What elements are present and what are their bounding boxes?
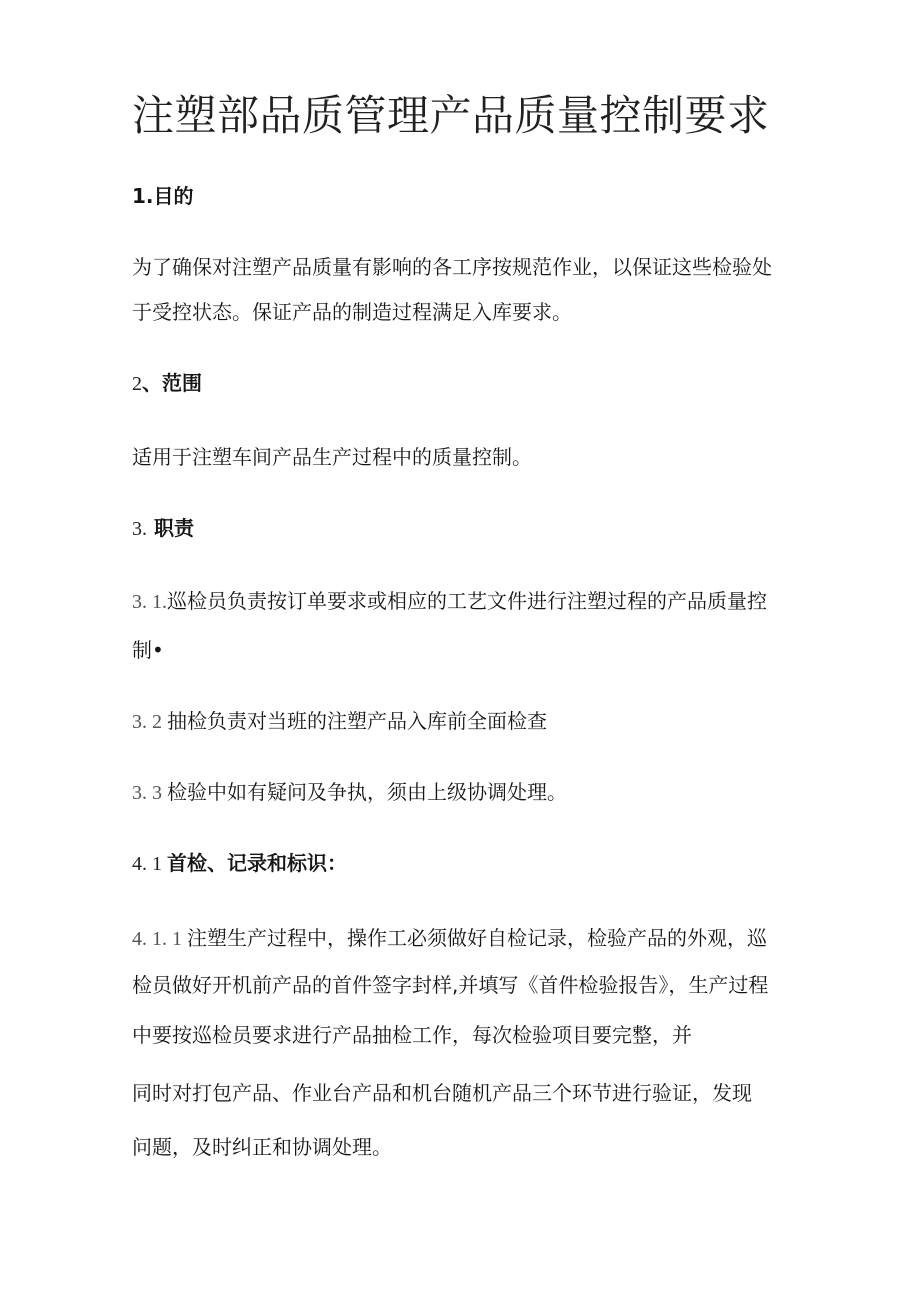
scope-heading-number: 2 bbox=[132, 373, 142, 395]
first-inspection-item-number: 4. 1. 1 bbox=[132, 928, 187, 950]
section-heading-duties bbox=[132, 515, 194, 542]
duties-heading-text: 职责 bbox=[147, 516, 194, 540]
duty-item-1-line-1 bbox=[132, 588, 767, 615]
duty-item-1-text: 巡检员负责按订单要求或相应的工艺文件进行注塑过程的产品质量控 bbox=[167, 589, 767, 613]
document-title: 注塑部品质管理产品质量控制要求 bbox=[132, 91, 770, 140]
duty-item-2 bbox=[132, 708, 547, 735]
section-heading-scope bbox=[132, 370, 202, 397]
first-inspection-line-1 bbox=[132, 925, 767, 952]
duty-item-1-line-2: 制• bbox=[132, 638, 164, 662]
first-inspection-heading-number: 4. 1 bbox=[132, 853, 167, 875]
duty-item-1-number: 3. 1. bbox=[132, 591, 167, 613]
duty-item-3-text: 检验中如有疑问及争执，须由上级协调处理。 bbox=[167, 780, 567, 804]
duty-item-3 bbox=[132, 779, 567, 806]
section-heading-purpose: 1.目的 bbox=[132, 184, 194, 208]
first-inspection-line-4: 同时对打包产品、作业台产品和机台随机产品三个环节进行验证，发现 bbox=[132, 1081, 752, 1105]
first-inspection-line-3: 中要按巡检员要求进行产品抽检工作，每次检验项目要完整，并 bbox=[132, 1023, 692, 1047]
first-inspection-line-5: 问题，及时纠正和协调处理。 bbox=[132, 1135, 392, 1159]
duty-item-3-number: 3. 3 bbox=[132, 782, 167, 804]
purpose-line-1: 为了确保对注塑产品质量有影响的各工序按规范作业，以保证这些检验处 bbox=[132, 255, 772, 279]
duties-heading-number: 3. bbox=[132, 518, 147, 540]
first-inspection-heading-text: 首检、记录和标识： bbox=[167, 851, 347, 875]
duty-item-2-number: 3. 2 bbox=[132, 711, 167, 733]
duty-item-2-text: 抽检负责对当班的注塑产品入库前全面检查 bbox=[167, 709, 547, 733]
section-heading-first-inspection bbox=[132, 850, 347, 877]
first-inspection-text-1: 注塑生产过程中，操作工必须做好自检记录，检验产品的外观，巡 bbox=[187, 926, 767, 950]
first-inspection-line-2: 检员做好开机前产品的首件签字封样,并填写《首件检验报告》，生产过程 bbox=[132, 973, 769, 997]
scope-line-1: 适用于注塑车间产品生产过程中的质量控制。 bbox=[132, 445, 532, 469]
purpose-line-2: 于受控状态。保证产品的制造过程满足入库要求。 bbox=[132, 300, 572, 324]
scope-heading-text: 、范围 bbox=[142, 371, 202, 395]
